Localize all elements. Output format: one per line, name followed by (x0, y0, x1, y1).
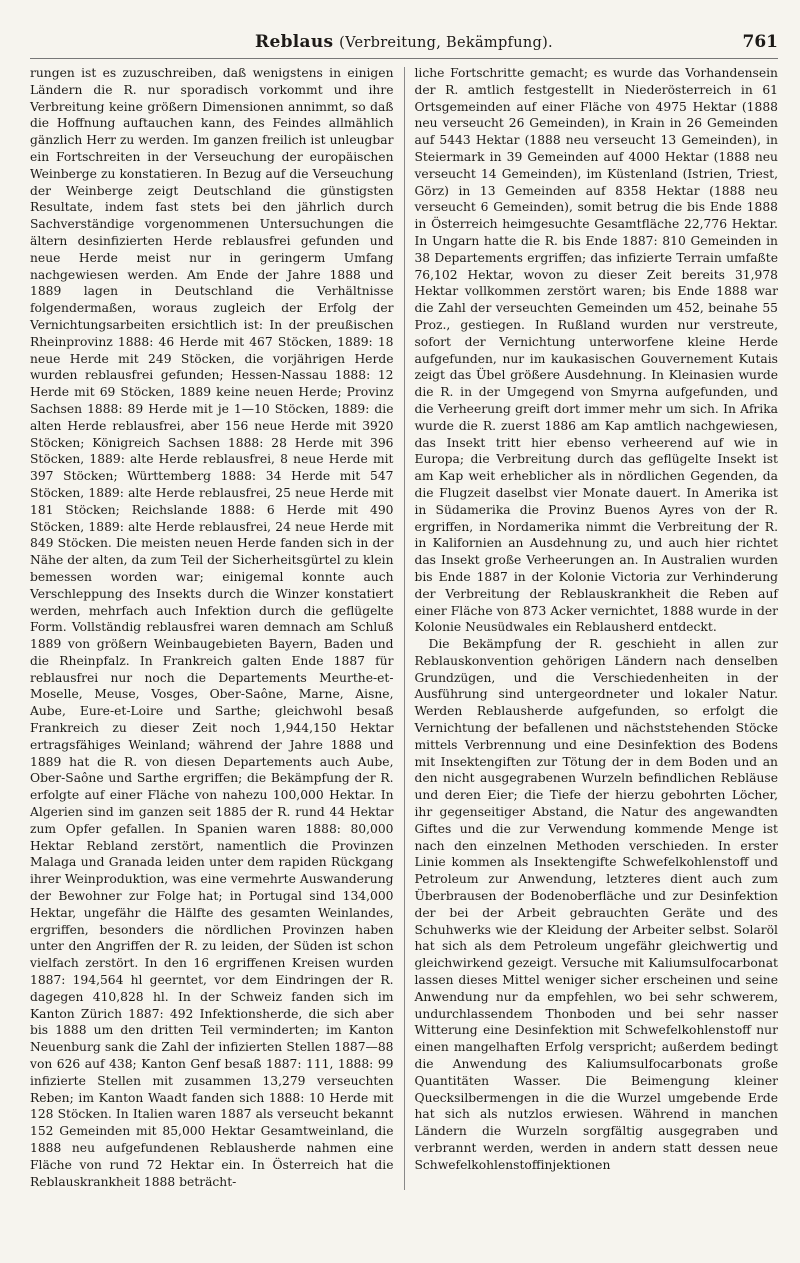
left-paragraph-1: rungen ist es zuzuschreiben, daß wenigstens in einigen Ländern die R. nur sporadisch vorkommt und ihre Verbreitung keine größern Dimensionen annimmt, so daß die Hoffnung auftauchen kann, des Feindes allmählich gänzlich Herr zu werden. Im ganzen freilich ist unleugbar ein Fortschreiten in der Verseuchung der europäischen Weinberge zu konstatieren. In Bezug auf die Verseuchung der Weinberge zeigt Deutschland die günstigsten Resultate, indem fast stets bei den jährlich durch Sachverständige vorgenommenen Untersuchungen die ältern desinfizierten Herde reblausfrei gefunden und neue Herde meist nur in geringerm Umfang nachgewiesen werden. Am Ende der Jahre 1888 und 1889 lagen in Deutschland die Verhältnisse folgendermaßen, woraus zugleich der Erfolg der Vernichtungsarbeiten ersichtlich ist: In der preußischen Rheinprovinz 1888: 46 Herde mit 467 Stöcken, 1889: 18 neue Herde mit 249 Stöcken, die vorjährigen Herde wurden reblausfrei gefunden; Hessen-Nassau 1888: 12 Herde mit 69 Stöcken, 1889 keine neuen Herde; Provinz Sachsen 1888: 89 Herde mit je 1—10 Stöcken, 1889: die alten Herde reblausfrei, aber 156 neue Herde mit 3920 Stöcken; Königreich Sachsen 1888: 28 Herde mit 396 Stöcken, 1889: alte Herde reblausfrei, 8 neue Herde mit 397 Stöcken; Württemberg 1888: 34 Herde mit 547 Stöcken, 1889: alte Herde reblausfrei, 25 neue Herde mit 181 Stöcken; Reichslande 1888: 6 Herde mit 490 Stöcken, 1889: alte Herde reblausfrei, 24 neue Herde mit 849 Stöcken. Die meisten neuen Herde fanden sich in der Nähe der alten, da zum Teil der Sicherheitsgürtel zu klein bemessen worden war; einigemal konnte auch Verschleppung des Insekts durch die Winzer konstatiert werden, mehrfach auch Infektion durch die geflügelte Form. Vollständig reblausfrei waren demnach am Schluß 1889 von größern Weinbaugebieten Bayern, Baden und die Rheinpfalz. In Frankreich galten Ende 1887 für reblausfrei nur noch die Departements Meurthe-et-Moselle, Meuse, Vosges, Ober-Saône, Marne, Aisne, Aube, Eure-et-Loire und Sarthe; gleichwohl besaß Frankreich zu dieser Zeit noch 1,944,150 Hektar ertragsfähiges Weinland; während der Jahre 1888 und 1889 hat die R. von diesen Departements auch Aube, Ober-Saône und Sarthe ergriffen; die Bekämpfung der R. erfolgte auf einer Fläche von nahezu 100,000 Hektar. In Algerien sind im ganzen seit 1885 der R. rund 44 Hektar zum Opfer gefallen. In Spanien waren 1888: 80,000 Hektar Rebland zerstört, namentlich die Provinzen Malaga und Granada leiden unter dem rapiden Rückgang ihrer Weinproduktion, was eine vermehrte Auswanderung der Bewohner zur Folge hat; in Portugal sind 134,000 Hektar, ungefähr die Hälfte des gesamten Weinlandes, ergriffen, besonders die nördlichen Provinzen haben unter den Angriffen der R. zu leiden, der Süden ist schon vielfach zerstört. In den 16 ergriffenen Kreisen wurden 1887: 194,564 hl geerntet, vor dem Eindringen der R. dagegen 410,828 hl. In der Schweiz fanden sich im Kanton Zürich 1887: 492 Infektionsherde, die sich aber bis 1888 um den dritten Teil verminderten; im Kanton Neuenburg sank die Zahl der infizierten Stellen 1887—88 von 626 auf 438; Kanton Genf besaß 1887: 111, 1888: 99 infizierte Stellen mit zusammen 13,279 verseuchten Reben; im Kanton Waadt fanden sich 1888: 10 Herde mit 128 Stöcken. In Italien waren 1887 als verseucht bekannt 152 Gemeinden mit 85,000 Hektar Gesamtweinland, die 1888 neu aufgefundenen Reblausherde nahmen eine Fläche von rund 72 Hektar ein. In Österreich hat die Reblauskrankheit 1888 beträcht- (30, 66, 394, 1189)
right-paragraph-1: liche Fortschritte gemacht; es wurde das Vorhandensein der R. amtlich festgestellt in Niederösterreich in 61 Ortsgemeinden auf einer Fläche von 4975 Hektar (1888 neu verseucht 26 Gemeinden), in Krain in 26 Gemeinden auf 5443 Hektar (1888 neu verseucht 13 Gemeinden), in Steiermark in 39 Gemeinden auf 4000 Hektar (1888 neu verseucht 14 Gemeinden), im Küstenland (Istrien, Triest, Görz) in 13 Gemeinden auf 8358 Hektar (1888 neu verseucht 6 Gemeinden), somit betrug die bis Ende 1888 in Österreich heimgesuchte Gesamtfläche 22,776 Hektar. In Ungarn hatte die R. bis Ende 1887: 810 Gemeinden in 38 Departements ergriffen; das infizierte Terrain umfaßte 76,102 Hektar, wovon zu dieser Zeit bereits 31,978 Hektar vollkommen zerstört waren; bis Ende 1888 war die Zahl der verseuchten Gemeinden um 452, beinahe 55 Proz., gestiegen. In Rußland wurden nur verstreute, sofort der Vernichtung unterworfene kleine Herde aufgefunden, nur im kaukasischen Gouvernement Kutais zeigt das Übel größere Ausdehnung. In Kleinasien wurde die R. in der Umgegend von Smyrna aufgefunden, und die Verheerung greift dort immer mehr um sich. In Afrika wurde die R. zuerst 1886 am Kap amtlich nachgewiesen, das Insekt tritt hier ebenso verheerend auf wie in Europa; die Verbreitung durch das geflügelte Insekt ist am Kap weit erheblicher als in nördlichen Gegenden, da die Flugzeit daselbst vier Monate dauert. In Amerika ist in Südamerika die Provinz Buenos Ayres von der R. ergriffen, in Nordamerika nimmt die Verbreitung der R. in Kalifornien an Ausdehnung zu, und auch hier richtet das Insekt große Verheerungen an. In Australien wurden bis Ende 1887 in der Kolonie Victoria zur Verhinderung der Verbreitung der Reblauskrankheit die Reben auf einer Fläche von 873 Acker vernichtet, 1888 wurde in der Kolonie Neusüdwales ein Reblausherd entdeckt. (414, 66, 778, 635)
right-column (414, 65, 778, 1190)
column-divider (404, 67, 405, 1190)
header-subtitle: (Verbreitung, Bekämpfung). (339, 35, 553, 51)
page-number: 761 (742, 32, 778, 52)
right-paragraph-2: Die Bekämpfung der R. geschieht in allen zur Reblauskonvention gehörigen Ländern nach denselben Grundzügen, und die Verschiedenheiten in der Ausführung sind untergeordneter und lokaler Natur. Werden Reblausherde aufgefunden, so erfolgt die Vernichtung der befallenen und nächststehenden Stöcke mittels Verbrennung und eine Desinfektion des Bodens mit Insektengiften zur Tötung der in dem Boden und an den nicht ausgegrabenen Wurzeln befindlichen Rebläuse und deren Eier; die Tiefe der hierzu gebohrten Löcher, ihr gegenseitiger Abstand, die Natur des angewandten Giftes und die zur Verwendung kommende Menge ist nach den einzelnen Methoden verschieden. In erster Linie kommen als Insektengifte Schwefelkohlenstoff und Petroleum zur Anwendung, letzteres dient auch zum Überbrausen der Bodenoberfläche und zur Desinfektion der bei der Arbeit gebrauchten Geräte und des Schuhwerks wie der Kleidung der Arbeiter selbst. Solaröl hat sich als dem Petroleum ungefähr gleichwertig und gleichwirkend gezeigt. Versuche mit Kaliumsulfocarbonat lassen dieses Mittel weniger sicher erscheinen und seine Anwendung nur da empfehlen, wo bei sehr schwerem, undurchlassendem Thonboden und bei sehr nasser Witterung eine Desinfektion mit Schwefelkohlenstoff nur einen mangelhaften Erfolg verspricht; außerdem bedingt die Anwendung des Kaliumsulfocarbonats große Quantitäten Wasser. Die Beimengung kleiner Quecksilbermengen in die die Wurzel umgebende Erde hat sich als nutzlos erwiesen. Während in manchen Ländern die Wurzeln sorgfältig ausgegraben und verbrannt werden, werden in andern statt dessen neue Schwefelkohlenstoffinjektionen (414, 637, 778, 1172)
running-title (30, 32, 778, 52)
headword: Reblaus (255, 32, 334, 52)
running-header (30, 30, 778, 59)
text-columns (30, 65, 778, 1190)
left-column (30, 65, 394, 1190)
